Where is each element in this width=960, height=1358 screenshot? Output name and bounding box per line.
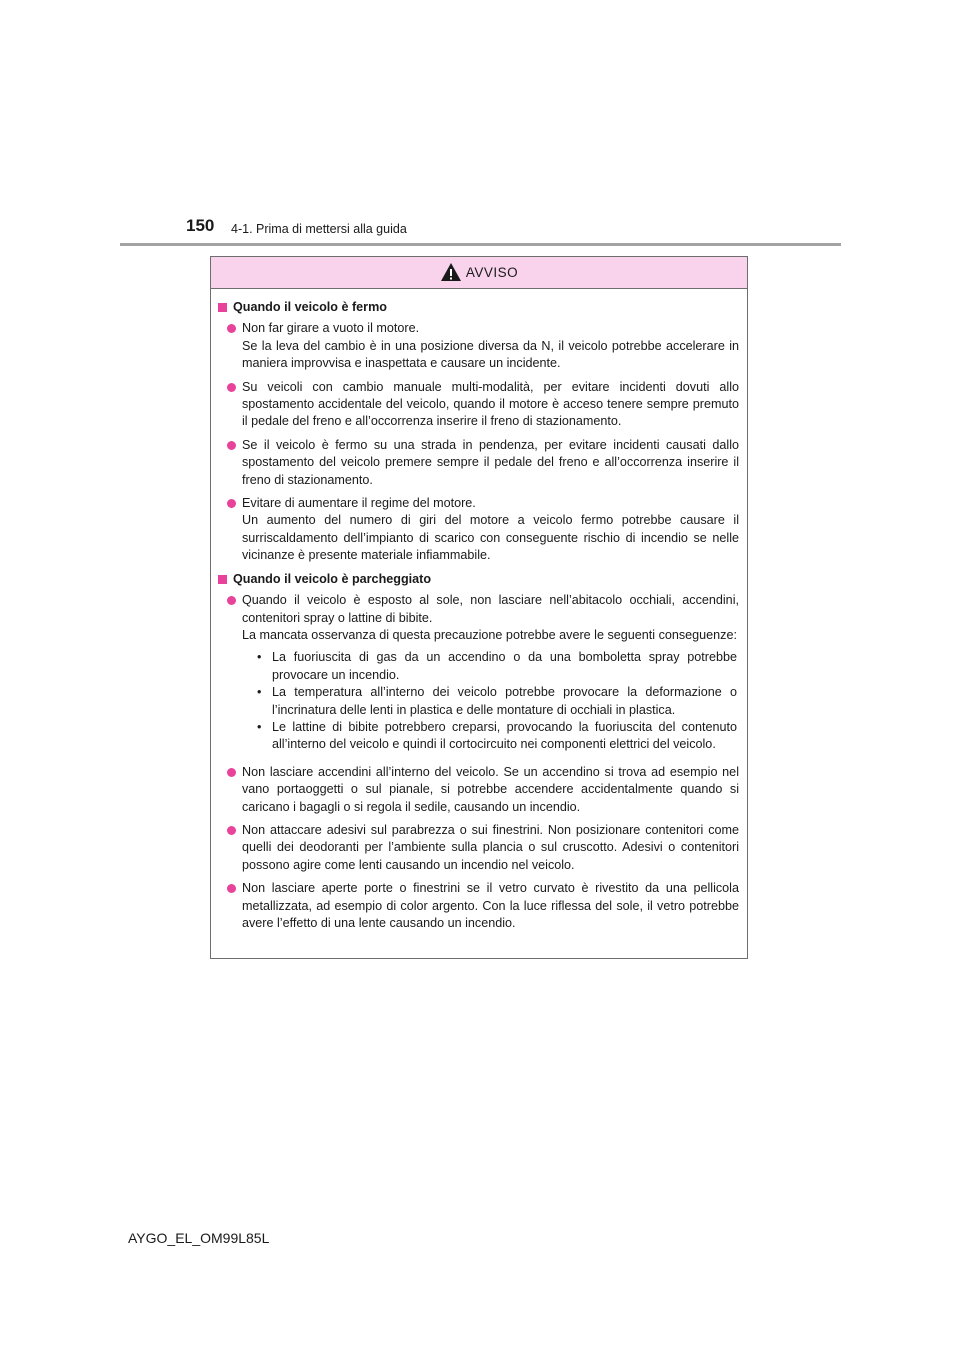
- document-code: AYGO_EL_OM99L85L: [128, 1230, 270, 1246]
- section-title: 4-1. Prima di mettersi alla guida: [231, 222, 407, 236]
- list-item-text: Evitare di aumentare il regime del motore.: [242, 496, 476, 511]
- list-item: [218, 822, 739, 874]
- list-item-text: Se la leva del cambio è in una posizione diversa da N, il veicolo potrebbe accelerare in maniera improvvisa e inaspettata e causare un incidente.: [242, 338, 739, 371]
- dot-marker-icon: •: [257, 685, 262, 700]
- sub-list-item-text: La temperatura all’interno dei veicolo potrebbe provocare la deformazione o l’incrinatura delle lenti in plastica e delle montature di occhiali in plastica.: [272, 685, 737, 717]
- list-item-text: Se il veicolo è fermo su una strada in pendenza, per evitare incidenti causati dallo spostamento del veicolo premere sempre il pedale del freno e all’occorrenza inserire il freno di stazionamento.: [242, 437, 739, 487]
- list-item: [218, 495, 739, 565]
- sub-list-item: [242, 719, 739, 754]
- section-heading: [218, 299, 739, 316]
- list-item-text: Non far girare a vuoto il motore.: [242, 321, 420, 336]
- sub-list-item: [242, 684, 739, 719]
- header-rule: [120, 243, 841, 246]
- list-item: [218, 880, 739, 932]
- page-number: 150: [186, 216, 215, 235]
- circle-bullet-icon: [227, 499, 236, 508]
- sub-list: [242, 649, 739, 753]
- warning-header: [211, 257, 747, 289]
- list-item-text: Un aumento del numero di giri del motore a veicolo fermo potrebbe causare il surriscaldamento dell’impianto di scarico con conseguente rischio di incendio se nelle vicinanze è presente materiale infiammabile.: [242, 513, 739, 563]
- circle-bullet-icon: [227, 768, 236, 777]
- list-item: [218, 379, 739, 431]
- circle-bullet-icon: [227, 826, 236, 835]
- warning-triangle-icon: [440, 262, 462, 282]
- list-item-text: Non lasciare accendini all’interno del veicolo. Se un accendino si trova ad esempio nel vano portaoggetti o sul pianale, si potrebbe accendere accidentalmente quando si caricano i bagagli o si regola il sedile, causando un incendio.: [242, 764, 739, 814]
- circle-bullet-icon: [227, 324, 236, 333]
- circle-bullet-icon: [227, 383, 236, 392]
- sub-list-item: [242, 649, 739, 684]
- list-item: [218, 592, 739, 758]
- warning-box: [210, 256, 748, 959]
- dot-marker-icon: •: [257, 719, 262, 734]
- section-heading-text: Quando il veicolo è parcheggiato: [233, 571, 432, 586]
- list-item-text: Quando il veicolo è esposto al sole, non lasciare nell’abitacolo occhiali, accendini, contenitori spray o lattine di bibite.: [242, 593, 739, 625]
- section-heading: [218, 571, 739, 588]
- square-bullet-icon: [218, 575, 227, 584]
- circle-bullet-icon: [227, 596, 236, 605]
- list-item: [218, 437, 739, 489]
- circle-bullet-icon: [227, 441, 236, 450]
- list-item: [218, 764, 739, 816]
- list-item-text: La mancata osservanza di questa precauzione potrebbe avere le seguenti conseguenze:: [242, 627, 737, 642]
- list-item-text: Non attaccare adesivi sul parabrezza o sui finestrini. Non posizionare contenitori come quelli dei deodoranti per l’ambiente sulla plancia o sul cruscotto. Adesivi o contenitori possono agire come lenti causando un incendio nel veicolo.: [242, 822, 739, 872]
- list-item: [218, 320, 739, 372]
- dot-marker-icon: •: [257, 650, 262, 665]
- list-item-text: Non lasciare aperte porte o finestrini se il vetro curvato è rivestito da una pellicola metallizzata, ad esempio di color argento. Con la luce riflessa del sole, il vetro potrebbe avere l’effetto di una lente causando un incendio.: [242, 881, 739, 930]
- circle-bullet-icon: [227, 884, 236, 893]
- warning-body: [211, 289, 747, 932]
- sub-list-item-text: La fuoriuscita di gas da un accendino o da una bomboletta spray potrebbe provocare un incendio.: [272, 650, 737, 682]
- square-bullet-icon: [218, 303, 227, 312]
- section-heading-text: Quando il veicolo è fermo: [233, 300, 387, 314]
- list-item-text: Su veicoli con cambio manuale multi-modalità, per evitare incidenti dovuti allo spostamento accidentale del veicolo, quando il motore è acceso tenere sempre premuto il pedale del freno e all’occorrenza inserire il freno di stazionamento.: [242, 379, 739, 429]
- warning-title: AVVISO: [465, 265, 519, 280]
- sub-list-item-text: Le lattine di bibite potrebbero creparsi, provocando la fuoriuscita del contenuto all’interno del veicolo e quindi il cortocircuito nei componenti elettrici del veicolo.: [272, 719, 737, 752]
